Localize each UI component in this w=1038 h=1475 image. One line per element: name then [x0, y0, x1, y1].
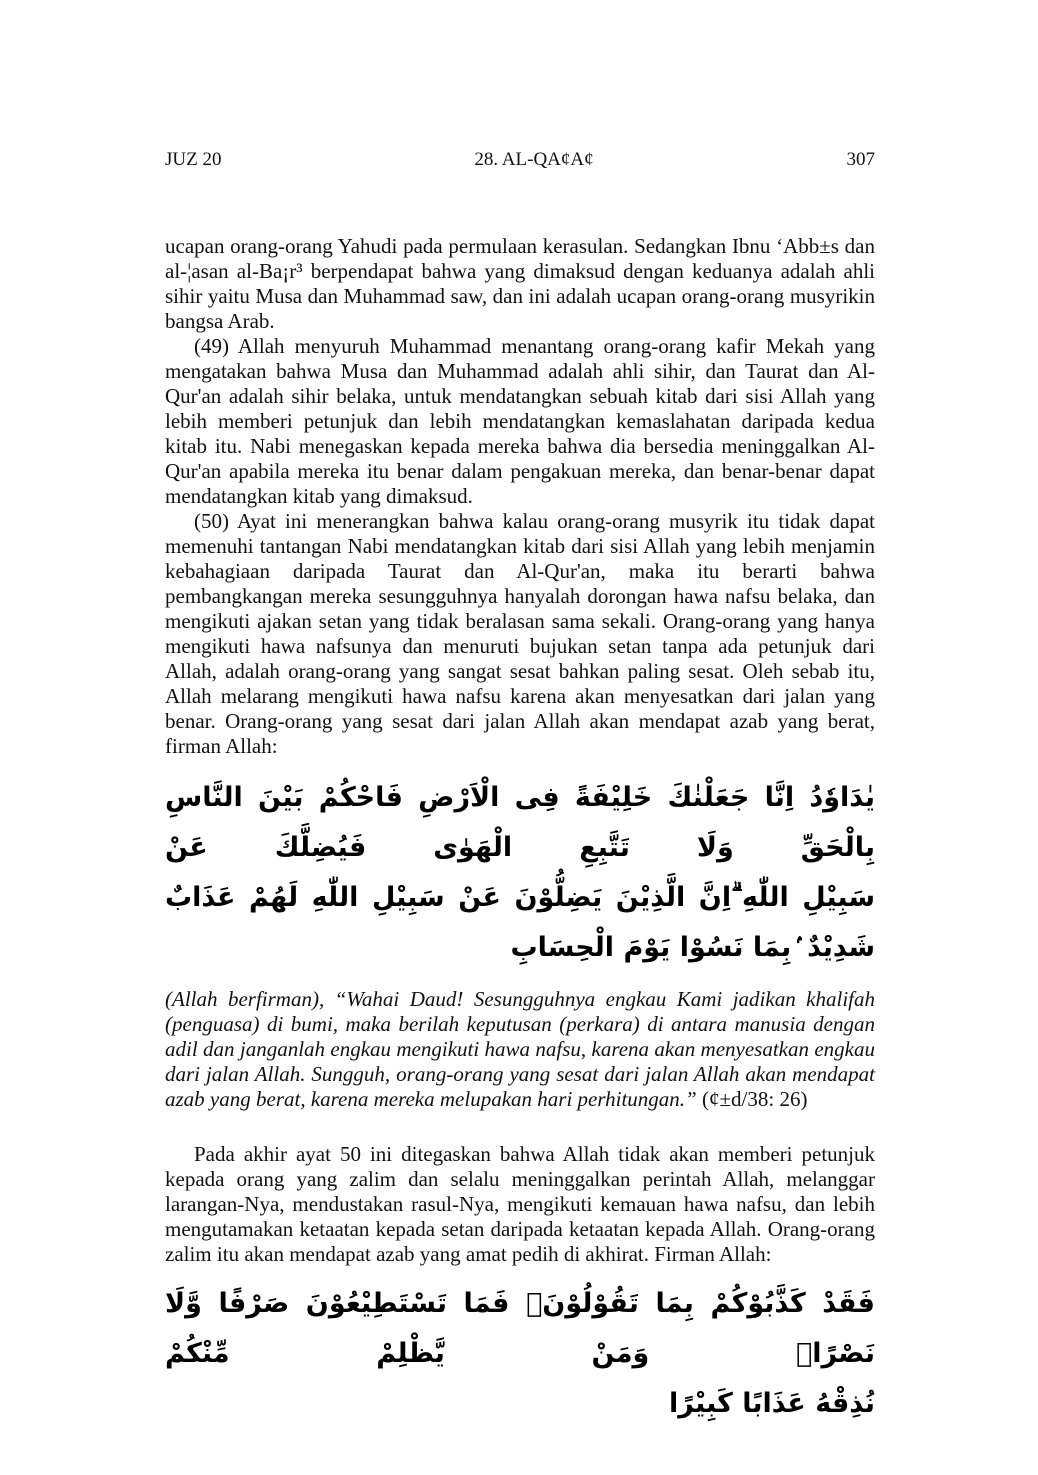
- paragraph-verse-50: (50) Ayat ini menerangkan bahwa kalau orang-orang musyrik itu tidak dapat memenuhi tantangan Nabi mendatangkan kitab dari sisi Allah yang lebih menjamin kebahagiaan daripada Taurat dan Al-Qur'an, maka itu berarti bahwa pembangkangan mereka sesungguhnya hanyalah dorongan hawa nafsu belaka, dan mengikuti ajakan setan yang tidak beralasan sama sekali. Orang-orang yang hanya mengikuti hawa nafsunya dan menuruti bujukan setan tanpa ada petunjuk dari Allah, adalah orang-orang yang sangat sesat bahkan paling sesat. Oleh sebab itu, Allah melarang mengikuti hawa nafsu karena akan menyesatkan dari jalan yang benar. Orang-orang yang sesat dari jalan Allah akan mendapat azab yang berat, firman Allah:: [165, 509, 875, 758]
- page-header: [165, 146, 875, 174]
- translation-sad-26: [165, 987, 875, 1112]
- arabic-verse-furqan-19: [165, 1279, 875, 1429]
- juz-label: JUZ 20: [165, 149, 222, 170]
- surah-title: 28. AL-QA¢A¢: [474, 149, 594, 170]
- paragraph-continuation: ucapan orang-orang Yahudi pada permulaan kerasulan. Sedangkan Ibnu ‘Abb±s dan al-¦asan al-Ba¡r³ berpendapat bahwa yang dimaksud dengan keduanya adalah ahli sihir yaitu Musa dan Muhammad saw, dan ini adalah ucapan orang-orang musyrikin bangsa Arab.: [165, 234, 875, 333]
- paragraph-verse-49: (49) Allah menyuruh Muhammad menantang orang-orang kafir Mekah yang mengatakan bahwa Musa dan Muhammad adalah ahli sihir, dan Taurat dan Al-Qur'an adalah sihir belaka, untuk mendatangkan sebuah kitab dari sisi Allah yang lebih memberi petunjuk dan lebih mendatangkan kemaslahatan daripada kedua kitab itu. Nabi menegaskan kepada mereka bahwa dia bersedia meninggalkan Al-Qur'an apabila mereka itu benar dalam pengakuan mereka, dan benar-benar dapat mendatangkan kitab yang dimaksud.: [165, 334, 875, 508]
- arabic-verse-sad-26: [165, 773, 875, 973]
- arabic-line-1: فَقَدْ كَذَّبُوْكُمْ بِمَا تَقُوْلُوْنَۙ فَمَا تَسْتَطِيْعُوْنَ صَرْفًا وَّلَا نَصْرًاۚ وَمَنْ يَّظْلِمْ مِّنْكُمْ: [165, 1288, 875, 1369]
- arabic-line-2: نُذِقْهُ عَذَابًا كَبِيْرًا: [669, 1388, 875, 1419]
- page-body: [165, 234, 875, 1443]
- spacer: [165, 1112, 875, 1142]
- arabic-line-1: يٰدَاوٗدُ اِنَّا جَعَلْنٰكَ خَلِيْفَةً فِى الْاَرْضِ فَاحْكُمْ بَيْنَ النَّاسِ بِالْحَقِّ وَلَا تَتَّبِعِ الْهَوٰى فَيُضِلَّكَ عَنْ: [165, 782, 875, 863]
- verse-reference: (¢±d/38: 26): [696, 1087, 808, 1111]
- page-number: 307: [846, 149, 875, 170]
- arabic-line-2: سَبِيْلِ اللّٰهِ ۗاِنَّ الَّذِيْنَ يَضِلُّوْنَ عَنْ سَبِيْلِ اللّٰهِ لَهُمْ عَذَابٌ شَدِيْدٌ ۢبِمَا نَسُوْا يَوْمَ الْحِسَابِ: [165, 882, 875, 963]
- paragraph-end-of-verse-50: Pada akhir ayat 50 ini ditegaskan bahwa Allah tidak akan memberi petunjuk kepada orang yang zalim dan selalu meninggalkan perintah Allah, melanggar larangan-Nya, mendustakan rasul-Nya, mengikuti kemauan hawa nafsu, dan lebih mengutamakan ketaatan kepada setan daripada ketaatan kepada Allah. Orang-orang zalim itu akan mendapat azab yang amat pedih di akhirat. Firman Allah:: [165, 1142, 875, 1266]
- translation-text: (Allah berfirman), “Wahai Daud! Sesungguhnya engkau Kami jadikan khalifah (penguasa) di bumi, maka berilah keputusan (perkara) di antara manusia dengan adil dan janganlah engkau mengikuti hawa nafsu, karena akan menyesatkan engkau dari jalan Allah. Sungguh, orang-orang yang sesat dari jalan Allah akan mendapat azab yang berat, karena mereka melupakan hari perhitungan.”: [165, 987, 875, 1111]
